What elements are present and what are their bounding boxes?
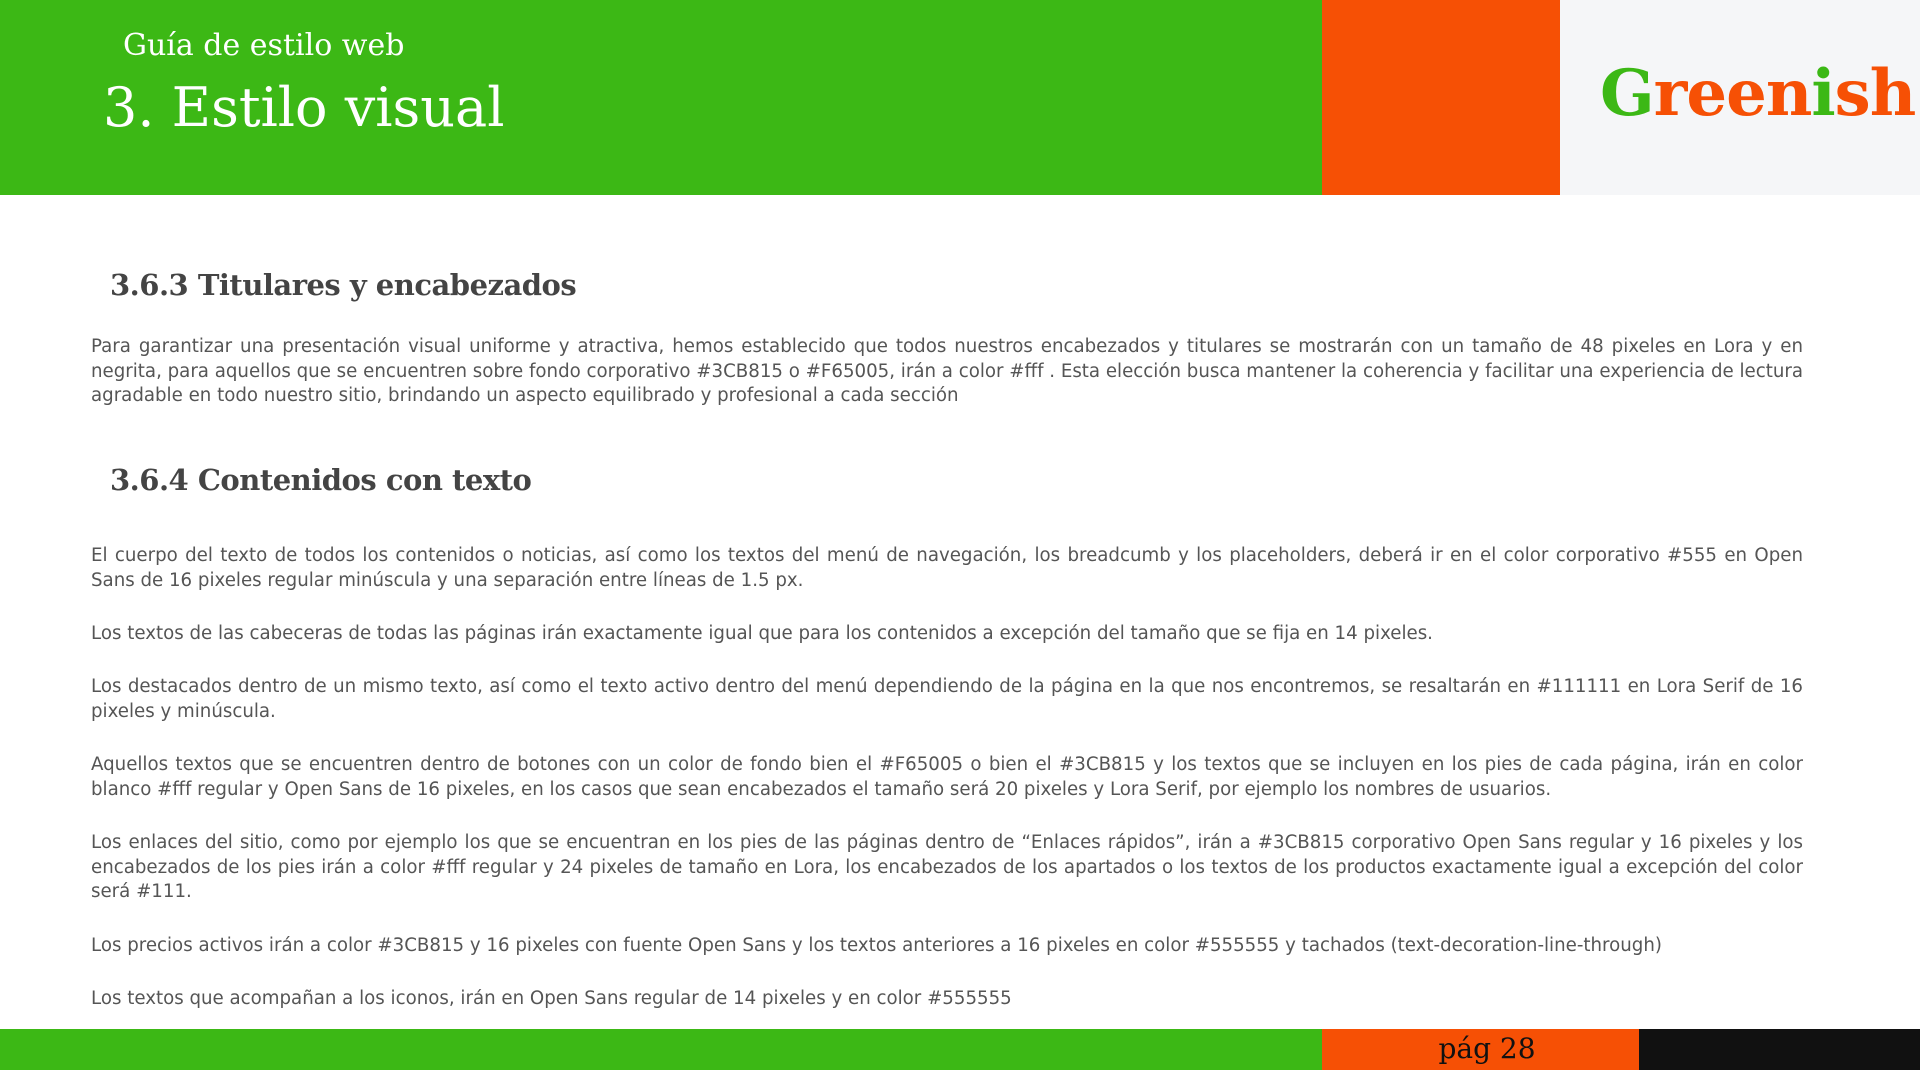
page-number: pág 28 bbox=[1438, 1032, 1536, 1065]
paragraph-cabeceras: Los textos de las cabeceras de todas las páginas irán exactamente igual que para los contenidos a excepción del tamaño que se fija en 14 pixeles. bbox=[91, 623, 1433, 644]
header-banner bbox=[0, 0, 1920, 195]
header-orange-block bbox=[1322, 0, 1560, 195]
footer-black-block bbox=[1639, 1029, 1920, 1070]
paragraph-titulares: Para garantizar una presentación visual uniforme y atractiva, hemos establecido que todos nuestros encabezados y titulares se mostrarán con un tamaño de 48 pixeles en Lora y en negrita, para aquellos que se encuentren sobre fondo corporativo #3CB815 o #F65005, irán a color #fff . Esta elección busca mantener la coherencia y facilitar una experiencia de lectura agradable en todo nuestro sitio, brindando un aspecto equilibrado y profesional a cada sección bbox=[91, 336, 1803, 406]
footer-green-block bbox=[0, 1029, 1322, 1070]
paragraph-iconos: Los textos que acompañan a los iconos, irán en Open Sans regular de 14 pixeles y en color #555555 bbox=[91, 988, 1012, 1009]
section-heading-contenidos: 3.6.4 Contenidos con texto bbox=[110, 463, 532, 497]
paragraph-destacados: Los destacados dentro de un mismo texto, así como el texto activo dentro del menú dependiendo de la página en la que nos encontremos, se resaltarán en #111111 en Lora Serif de 16 pixeles y minúscula. bbox=[91, 676, 1803, 722]
paragraph-precios: Los precios activos irán a color #3CB815 y 16 pixeles con fuente Open Sans y los textos anteriores a 16 pixeles en color #555555 y tachados (text-decoration-line-through) bbox=[91, 935, 1662, 956]
paragraph-botones: Aquellos textos que se encuentren dentro de botones con un color de fondo bien el #F65005 o bien el #3CB815 y los textos que se incluyen en los pies de cada página, irán en color blanco #fff regular y Open Sans de 16 pixeles, en los casos que sean encabezados el tamaño será 20 pixeles y Lora Serif, por ejemplo los nombres de usuarios. bbox=[91, 754, 1803, 800]
page-title: 3. Estilo visual bbox=[103, 76, 505, 139]
paragraph-enlaces: Los enlaces del sitio, como por ejemplo los que se encuentran en los pies de las páginas dentro de “Enlaces rápidos”, irán a #3CB815 corporativo Open Sans regular y 16 pixeles y los encabezados de los pies irán a color #fff regular y 24 pixeles de tamaño en Lora, los encabezados de los apartados o los textos de los productos exactamente igual a excepción del color será #111. bbox=[91, 832, 1803, 902]
brand-logo: Greenish bbox=[1600, 56, 1916, 131]
paragraph-cuerpo-texto: El cuerpo del texto de todos los contenidos o noticias, así como los textos del menú de navegación, los breadcumb y los placeholders, deberá ir en el color corporativo #555 en Open Sans de 16 pixeles regular minúscula y una separación entre líneas de 1.5 px. bbox=[91, 545, 1803, 591]
section-heading-titulares: 3.6.3 Titulares y encabezados bbox=[110, 268, 577, 302]
document-subtitle: Guía de estilo web bbox=[123, 28, 405, 63]
